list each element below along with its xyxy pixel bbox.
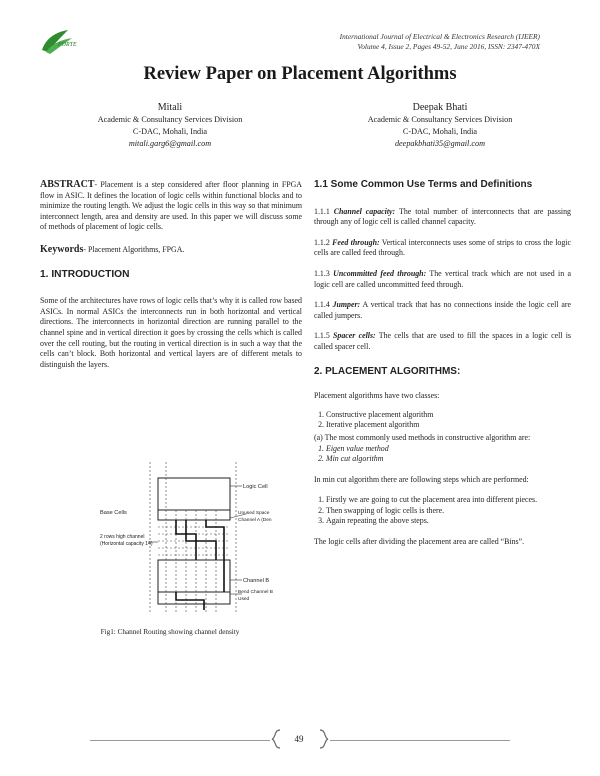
- author-org: C-DAC, Mohali, India: [402, 127, 478, 136]
- term-number: 1.1.2: [314, 237, 333, 247]
- journal-volume: Volume 4, Issue 2, Pages 49-52, June 2016, ISSN: 2347-470X: [357, 42, 540, 51]
- paper-title: Review Paper on Placement Algorithms: [143, 64, 457, 84]
- journal-logo-text: FORTE: [58, 42, 77, 48]
- author-affiliation: Academic & Consultancy Services Division: [97, 115, 243, 124]
- label-rows-high-channel: 2 rows high channel: [100, 534, 145, 540]
- label-used: Used: [238, 597, 250, 602]
- author-block-1: [40, 102, 300, 150]
- list-item: 2. Min cut algorithm: [326, 454, 571, 465]
- term-name: Feed through:: [332, 237, 380, 247]
- term-number: 1.1.3: [314, 268, 334, 278]
- label-unused-space: Unused Space: [238, 511, 270, 516]
- footer-rule-right: [330, 740, 510, 741]
- author-email: deepakbhati35@gmail.com: [394, 139, 486, 148]
- section-heading-placement: 2. PLACEMENT ALGORITHMS:: [314, 365, 461, 377]
- label-base-cells: Base Cells: [100, 510, 127, 516]
- logic-cell-row-bottom: [158, 560, 230, 592]
- channel-routing-figure: [100, 452, 300, 617]
- keywords: [40, 245, 302, 256]
- term-item: [314, 207, 571, 228]
- keywords-text: - Placement Algorithms, FPGA.: [83, 244, 185, 254]
- list-item: 2. Iterative placement algorithm: [326, 420, 571, 431]
- term-name: Uncommitted feed through:: [333, 268, 427, 278]
- list-item: 3. Again repeating the above steps.: [326, 516, 571, 527]
- section-heading-introduction: 1. INTRODUCTION: [40, 268, 130, 280]
- list-item: 1. Eigen value method: [326, 444, 571, 455]
- term-definition: The cells that are used to fill the spaces in a logic cell is called spacer cell.: [314, 331, 571, 351]
- methods-list: [314, 444, 571, 465]
- term-item: [314, 269, 571, 290]
- keywords-label: Keywords: [40, 243, 84, 255]
- journal-header: [340, 32, 540, 52]
- list-item: 2. Then swapping of logic cells is there.: [326, 506, 571, 517]
- abstract-text: - Placement is a step considered after floor planning in FPGA flow in ASIC. It defines the location of logic cells within functional blocks and to minimize the routing length. We adjust the logic cells in this way so that minimum interconnect length, area and density are used. In this paper we will discuss some of methods of placement of logic cells.: [40, 180, 302, 232]
- label-channel-a: Channel A (Den: [238, 518, 272, 523]
- bins-text: The logic cells after dividing the placement area are called “Bins”.: [314, 537, 525, 547]
- page-number: 49: [294, 734, 304, 744]
- term-name: Spacer cells:: [333, 331, 376, 341]
- author-block-2: [310, 102, 570, 150]
- term-name: Channel capacity:: [333, 206, 396, 216]
- placement-intro: Placement algorithms have two classes:: [314, 391, 440, 401]
- footer-rule-left: [90, 740, 270, 741]
- term-definition: The vertical track which are not used in a logic cell are called uncommitted feed through.: [314, 268, 571, 289]
- placement-classes-list: [314, 410, 571, 431]
- list-item: 1. Firstly we are going to cut the placement area into different pieces.: [326, 495, 571, 506]
- term-number: 1.1.5: [314, 331, 334, 341]
- base-cell-row: [158, 510, 230, 520]
- abstract: [40, 180, 302, 233]
- term-definition: Vertical interconnects uses some of strips to cross the logic cells are called feed through.: [314, 237, 571, 258]
- term-number: 1.1.1: [314, 206, 334, 216]
- abstract-label: ABSTRACT: [40, 179, 95, 190]
- term-item: [314, 300, 571, 321]
- left-column: [40, 180, 302, 370]
- author-name: Mitali: [157, 102, 183, 113]
- mincut-steps-list: [314, 495, 571, 527]
- author-name: Deepak Bhati: [412, 102, 468, 113]
- author-affiliation: Academic & Consultancy Services Division: [367, 115, 513, 124]
- label-horizontal-capacity: (Horizontal capacity 14): [100, 541, 153, 547]
- term-number: 1.1.4: [314, 300, 333, 310]
- mincut-intro: In min cut algorithm there are following steps which are performed:: [314, 474, 529, 484]
- section-heading-terms: 1.1 Some Common Use Terms and Definitions: [314, 179, 533, 190]
- right-column: [314, 180, 571, 548]
- author-org: C-DAC, Mohali, India: [132, 127, 208, 136]
- term-name: Jumper:: [332, 300, 361, 310]
- label-bend-channel-b: Bend Channel B: [238, 590, 273, 595]
- constructive-intro: (a) The most commonly used methods in constructive algorithm are:: [314, 432, 531, 442]
- term-definition: The total number of interconnects that are passing through any of logic cell is called channel capacity.: [314, 206, 571, 227]
- term-item: [314, 238, 571, 259]
- introduction-text: Some of the architectures have rows of logic cells that’s why it is called row based ASICs. In normal ASICs the interconnects run in both horizontal and vertical directions. The interconnects in horizontal direction are running parallel to the channel spine and in vertical direction it goes by crossing the cells which is called over the cell routing, but the routing in vertical direction is in such a way that the cells can’t block. Both horizontal and vertical layers are of different metals to distinguish the layers.: [40, 296, 302, 369]
- base-cell-row-bottom: [158, 592, 230, 604]
- figure-caption: Fig1: Channel Routing showing channel density: [100, 628, 240, 636]
- label-logic-cell: Logic Cell: [243, 484, 268, 490]
- label-channel-b: Channel B: [243, 578, 270, 584]
- journal-logo-icon: [38, 28, 78, 54]
- list-item: 1. Constructive placement algorithm: [326, 410, 571, 421]
- term-definition: A vertical track that has no connections inside the logic cell are called jumpers.: [314, 300, 571, 320]
- logic-cell-row-top: [158, 478, 230, 510]
- author-email: mitali.garg6@gmail.com: [128, 139, 212, 148]
- term-item: [314, 331, 571, 352]
- journal-name: International Journal of Electrical & Electronics Research (IJEER): [339, 32, 540, 41]
